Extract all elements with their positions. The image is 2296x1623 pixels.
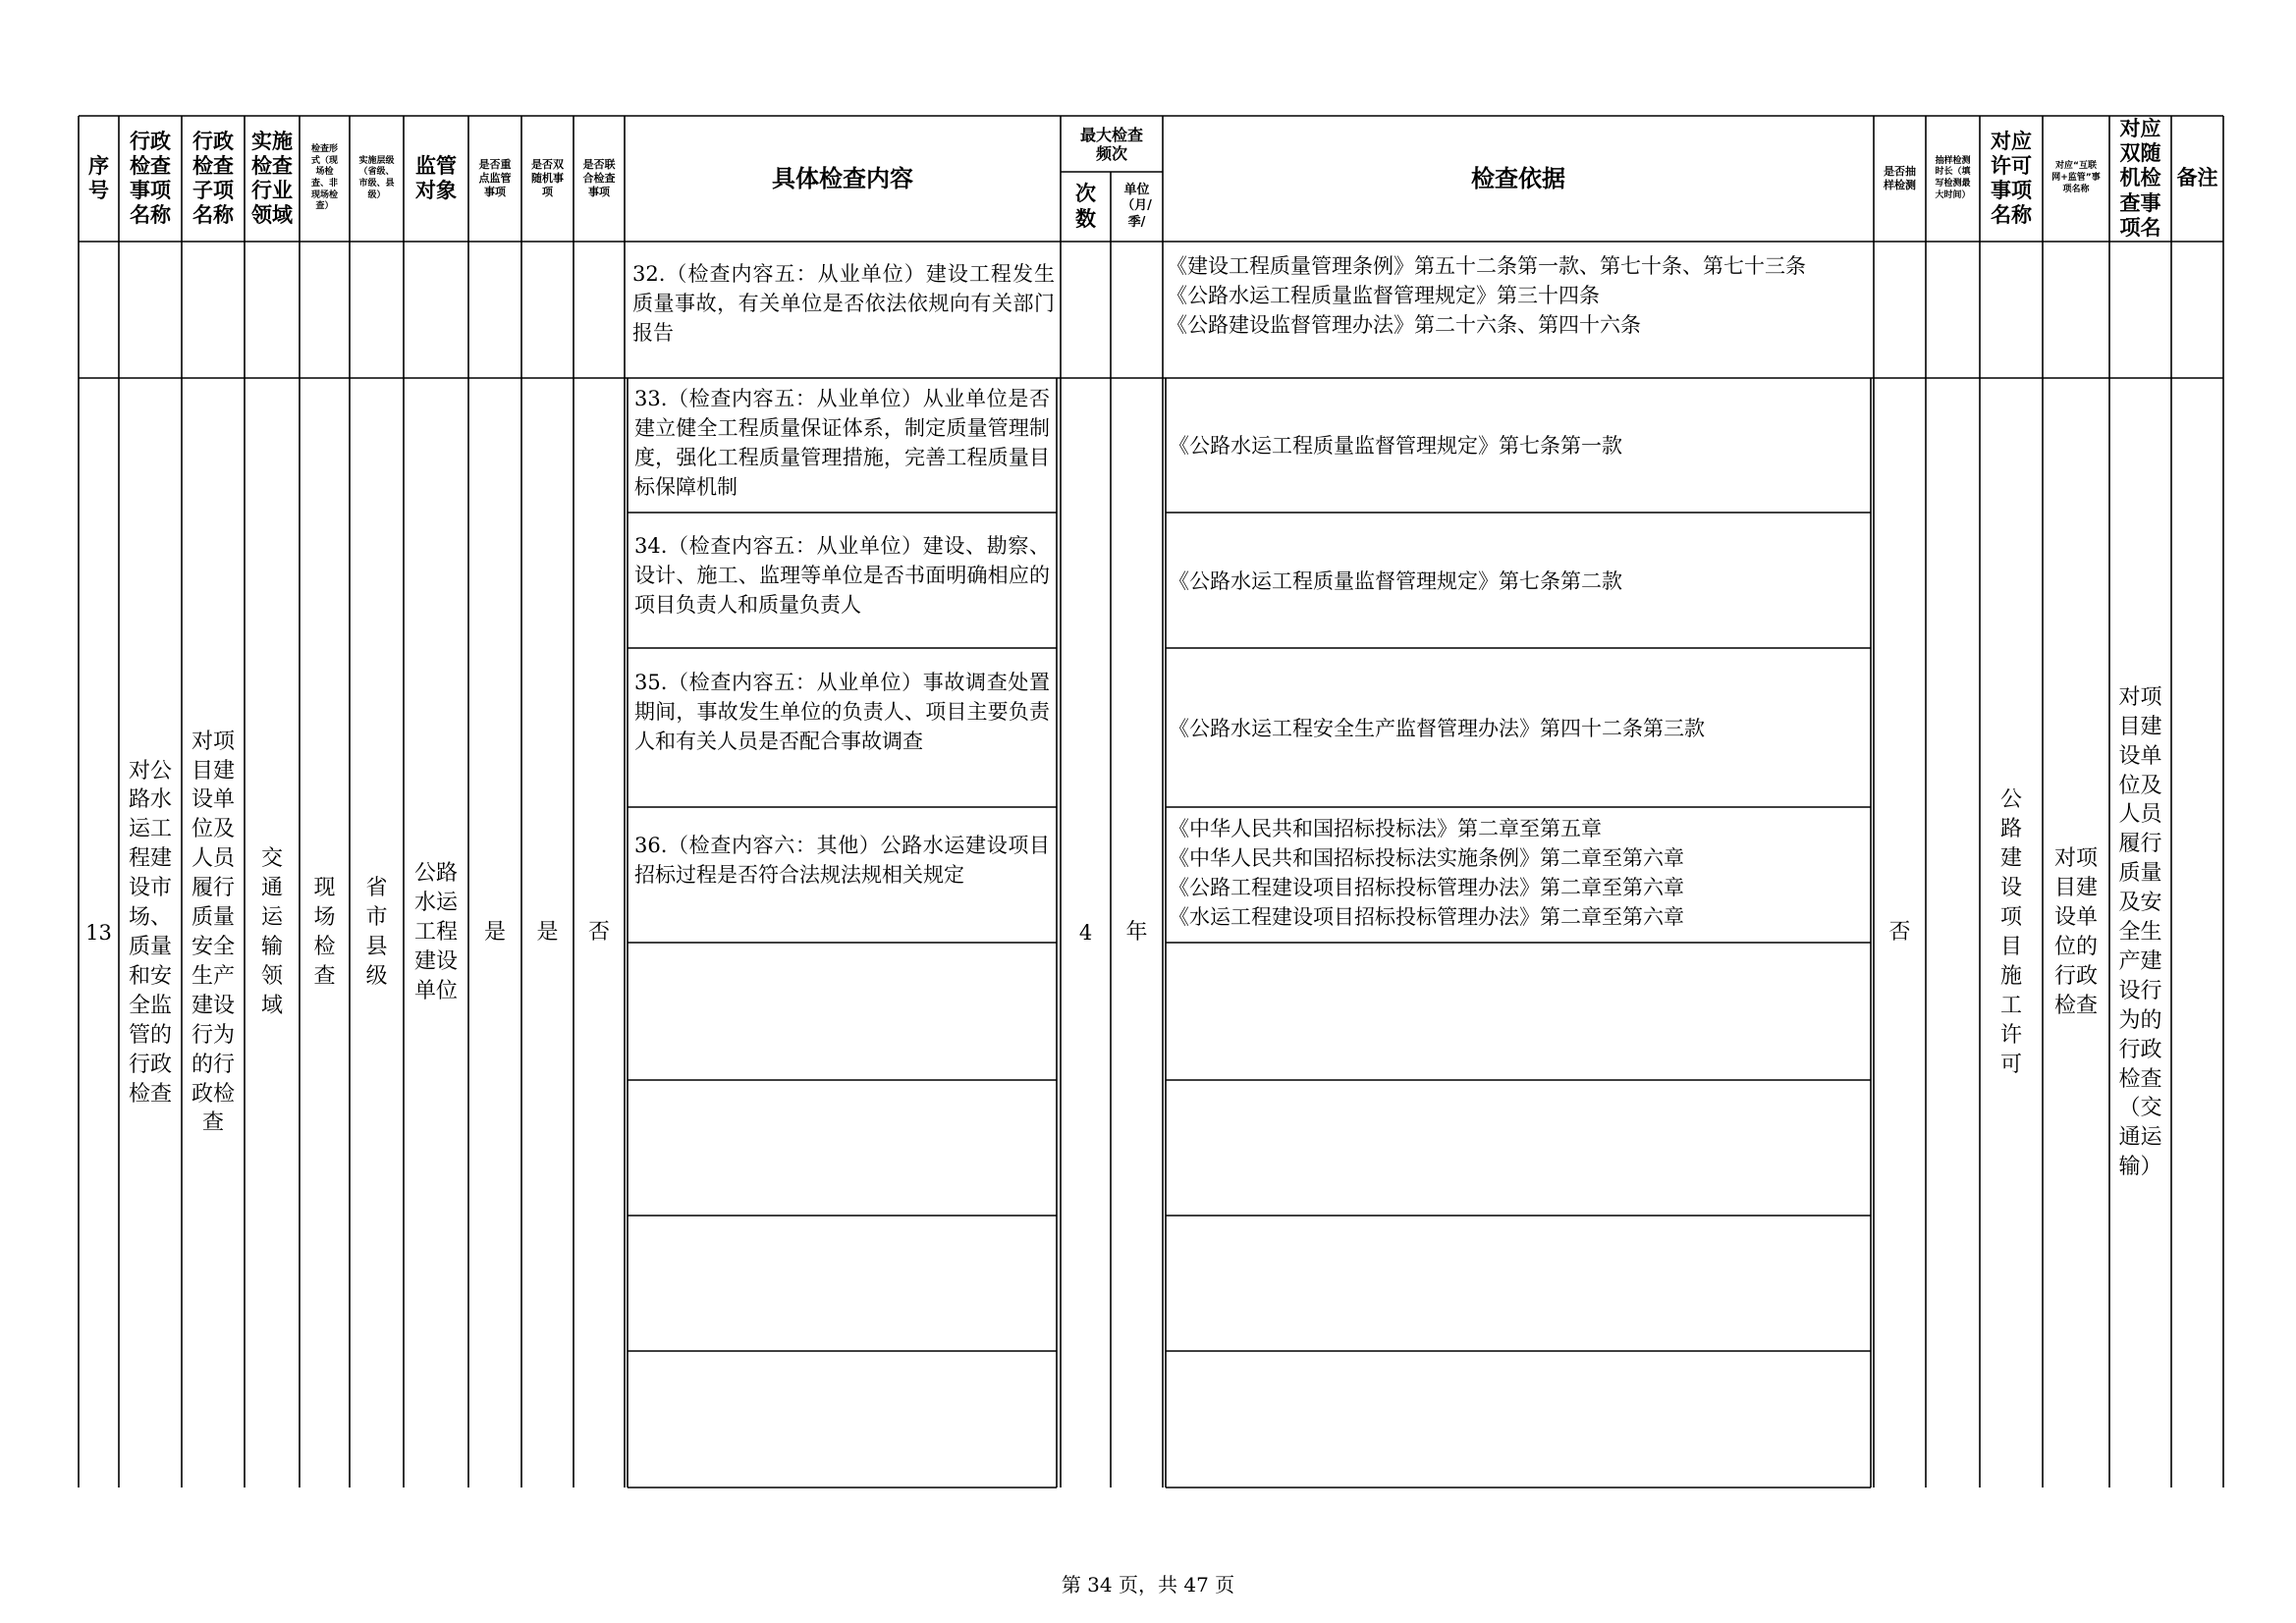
row-key-item: 是 [483, 920, 506, 946]
header-seq: 序号 [88, 153, 109, 202]
row-industry: 交通运输领域 [260, 846, 283, 1018]
basis-item-33 [1167, 431, 1870, 460]
basis-line: 《中华人民共和国招标投标法实施条例》第二章至第六章 [1169, 846, 1684, 870]
basis-line: 《公路水运工程安全生产监督管理办法》第四十二条第三款 [1169, 717, 1705, 740]
header-industry: 实施检查行业领域 [251, 129, 293, 228]
row-internet: 对项目建设单位的行政检查 [2053, 846, 2098, 1018]
row-object: 公路水运工程建设单位 [413, 861, 458, 1003]
header-object: 监管对象 [415, 153, 457, 202]
header-internet: 对应“互联网+监管”事项名称 [2051, 161, 2101, 194]
row-level: 省市县级 [365, 876, 388, 989]
basis-line: 《公路水运工程质量监督管理规定》第三十四条 [1167, 284, 1600, 307]
row-random-name: 对项目建设单位及人员履行质量及安全生产建设行为的行政检查（交通运输） [2118, 684, 2162, 1180]
row-form: 现场检查 [313, 876, 336, 989]
header-times: 次数 [1075, 182, 1096, 231]
row-license: 公路建设项目施工许可 [1999, 787, 2022, 1077]
row-seq: 13 [85, 920, 112, 945]
row-times: 4 [1078, 920, 1093, 945]
page-footer: 第 34 页，共 47 页 [1061, 1573, 1235, 1596]
header-sub-item-name: 行政检查子项名称 [192, 129, 234, 228]
row-unit: 年 [1125, 920, 1148, 946]
row-item-name: 对公路水运工程建设市场、质量和安全监管的行政检查 [128, 758, 172, 1107]
basis-item-32 [1165, 251, 1874, 340]
header-random-name: 对应双随机检查事项名 [2119, 117, 2161, 240]
header-basis: 检查依据 [1471, 164, 1565, 192]
row-sub-item-name: 对项目建设单位及人员履行质量安全生产建设行为的行政检查 [191, 729, 235, 1136]
basis-item-34 [1167, 567, 1870, 596]
row-sampling [1876, 379, 1924, 1487]
basis-line: 《公路水运工程质量监督管理规定》第七条第二款 [1169, 569, 1622, 593]
basis-line: 《水运工程建设项目招标投标管理办法》第二章至第六章 [1169, 905, 1684, 929]
header-content: 具体检查内容 [772, 164, 913, 192]
content-item-36: 36.（检查内容六：其他）公路水运建设项目招标过程是否符合法规法规相关规定 [634, 834, 1050, 887]
header-key-item: 是否重点监管事项 [478, 158, 512, 198]
basis-line: 《建设工程质量管理条例》第五十二条第一款、第七十条、第七十三条 [1167, 254, 1806, 278]
basis-line: 《公路水运工程质量监督管理规定》第七条第一款 [1169, 434, 1622, 458]
basis-line: 《公路工程建设项目招标投标管理办法》第二章至第六章 [1169, 876, 1684, 899]
header-license: 对应许可事项名称 [1991, 129, 2032, 228]
header-remark: 备注 [2176, 166, 2218, 190]
header-joint-item: 是否联合检查事项 [582, 158, 616, 198]
basis-line: 《中华人民共和国招标投标法》第二章至第五章 [1169, 817, 1602, 840]
row-joint-item: 否 [587, 920, 610, 946]
content-item-34: 34.（检查内容五：从业单位）建设、勘察、设计、施工、监理等单位是否书面明确相应的项目负责人和质量负责人 [634, 534, 1050, 617]
header-level: 实施层级（省级、市级、县级） [358, 155, 395, 200]
header-sampling-time: 抽样检测时长（填写检测最大时间） [1935, 155, 1971, 200]
content-item-35: 35.（检查内容五：从业单位）事故调查处置期间，事故发生单位的负责人、项目主要负责人和有关人员是否配合事故调查 [634, 671, 1050, 753]
basis-item-35 [1167, 714, 1870, 743]
header-sampling: 是否抽样检测 [1884, 165, 1916, 191]
header-max-freq: 最大检查频次 [1079, 125, 1143, 163]
header-form: 检查形式（现场检查、非现场检查） [310, 143, 338, 212]
header-random-item: 是否双随机事项 [531, 158, 564, 198]
basis-line: 《公路建设监督管理办法》第二十六条、第四十六条 [1167, 313, 1641, 337]
row-sampling-value: 否 [1888, 920, 1911, 946]
header-unit: 单位（月/季/ [1121, 183, 1152, 230]
header-item-name: 行政检查事项名称 [130, 129, 171, 228]
row-random-item: 是 [536, 920, 559, 946]
content-item-33: 33.（检查内容五：从业单位）从业单位是否建立健全工程质量保证体系，制定质量管理制度，强化工程质量管理措施，完善工程质量目标保障机制 [634, 387, 1050, 499]
basis-item-36 [1167, 814, 1870, 932]
content-item-32: 32.（检查内容五：从业单位）建设工程发生质量事故，有关单位是否依法依规向有关部门报告 [632, 262, 1055, 345]
